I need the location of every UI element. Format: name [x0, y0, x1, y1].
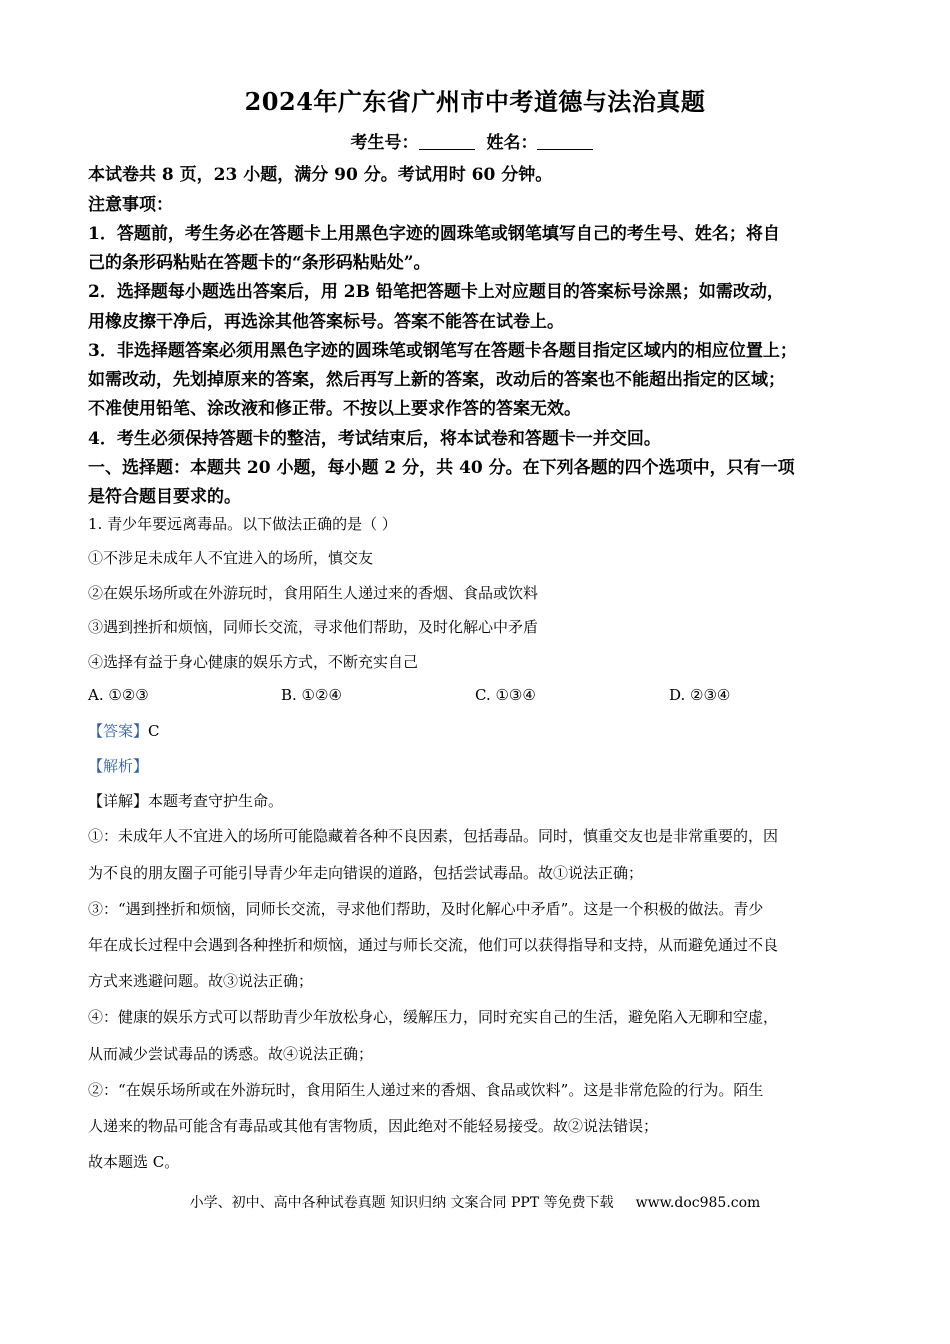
page-title: 2024年广东省广州市中考道德与法治真题 — [244, 87, 706, 116]
explanation-line: 故本题选 C。 — [88, 1153, 180, 1171]
exam-number-label: 考生号： — [350, 133, 419, 153]
explanation-line: 方式来逃避问题。故③说法正确； — [88, 972, 314, 990]
explanation-line: 从而减少尝试毒品的诱惑。故④说法正确； — [88, 1045, 374, 1063]
notice-line: 如需改动，先划掉原来的答案，然后再写上新的答案，改动后的答案也不能超出指定的区域； — [88, 370, 785, 390]
option-c: C. ①③④ — [475, 686, 536, 704]
name-label: 姓名： — [486, 133, 538, 153]
option-b: B. ①②④ — [281, 686, 342, 704]
question-item: ②在娱乐场所或在外游玩时，食用陌生人递过来的香烟、食品或饮料 — [88, 584, 539, 602]
page-footer — [0, 1192, 950, 1212]
section-heading: 是符合题目要求的。 — [88, 487, 241, 507]
candidate-info — [0, 128, 950, 153]
name-blank — [537, 133, 593, 150]
notice-line: 4．考生必须保持答题卡的整洁，考试结束后，将本试卷和答题卡一并交回。 — [88, 429, 661, 449]
analysis-tag: 【解析】 — [88, 757, 149, 775]
exam-number-blank — [419, 133, 475, 150]
exam-intro: 本试卷共 8 页，23 小题，满分 90 分。考试用时 60 分钟。 — [88, 165, 553, 185]
notice-title: 注意事项： — [88, 195, 173, 215]
question-item: ①不涉足未成年人不宜进入的场所，慎交友 — [88, 549, 374, 567]
footer-text: 小学、初中、高中各种试卷真题 知识归纳 文案合同 PPT 等免费下载 — [189, 1195, 614, 1211]
question-item: ④选择有益于身心健康的娱乐方式，不断充实自己 — [88, 653, 419, 671]
question-stem: 1. 青少年要远离毒品。以下做法正确的是（ ） — [88, 515, 397, 533]
section-heading: 一、选择题：本题共 20 小题，每小题 2 分，共 40 分。在下列各题的四个选项中，只有一项 — [88, 458, 795, 478]
option-d: D. ②③④ — [669, 686, 731, 704]
footer-link[interactable]: www.doc985.com — [635, 1195, 761, 1211]
answer-line — [88, 720, 160, 741]
explanation-line: 为不良的朋友圈子可能引导青少年走向错误的道路，包括尝试毒品。故①说法正确； — [88, 864, 644, 882]
explanation-line: ③：“遇到挫折和烦恼，同师长交流，寻求他们帮助，及时化解心中矛盾”。这是一个积极的做法。青少 — [88, 900, 764, 918]
explanation-line: 【详解】本题考查守护生命。 — [88, 792, 284, 810]
question-item: ③遇到挫折和烦恼，同师长交流，寻求他们帮助，及时化解心中矛盾 — [88, 618, 539, 636]
explanation-line: ④：健康的娱乐方式可以帮助青少年放松身心，缓解压力，同时充实自己的生活，避免陷入无聊和空虚， — [88, 1008, 779, 1026]
notice-line: 1．答题前，考生务必在答题卡上用黑色字迹的圆珠笔或钢笔填写自己的考生号、姓名；将自 — [88, 224, 780, 244]
notice-line: 2．选择题每小题选出答案后，用 2B 铅笔把答题卡上对应题目的答案标号涂黑；如需改动， — [88, 282, 784, 302]
explanation-line: ①：未成年人不宜进入的场所可能隐藏着各种不良因素，包括毒品。同时，慎重交友也是非常重要的，因 — [88, 827, 779, 845]
explanation-line: 年在成长过程中会遇到各种挫折和烦恼，通过与师长交流，他们可以获得指导和支持，从而避免通过不良 — [88, 936, 779, 954]
explanation-line: 人递来的物品可能含有毒品或其他有害物质，因此绝对不能轻易接受。故②说法错误； — [88, 1117, 659, 1135]
answer-value: C — [148, 722, 160, 740]
analysis-line — [88, 755, 148, 776]
notice-line: 己的条形码粘贴在答题卡的“条形码粘贴处”。 — [88, 253, 431, 273]
notice-line: 不准使用铅笔、涂改液和修正带。不按以上要求作答的答案无效。 — [88, 399, 581, 419]
notice-line: 用橡皮擦干净后，再选涂其他答案标号。答案不能答在试卷上。 — [88, 312, 564, 332]
notice-line: 3．非选择题答案必须用黑色字迹的圆珠笔或钢笔写在答题卡各题目指定区域内的相应位置上； — [88, 341, 797, 361]
answer-tag: 【答案】 — [88, 722, 149, 740]
option-a: A. ①②③ — [88, 686, 149, 704]
explanation-line: ②：“在娱乐场所或在外游玩时，食用陌生人递过来的香烟、食品或饮料”。这是非常危险的行为。陌生 — [88, 1081, 764, 1099]
